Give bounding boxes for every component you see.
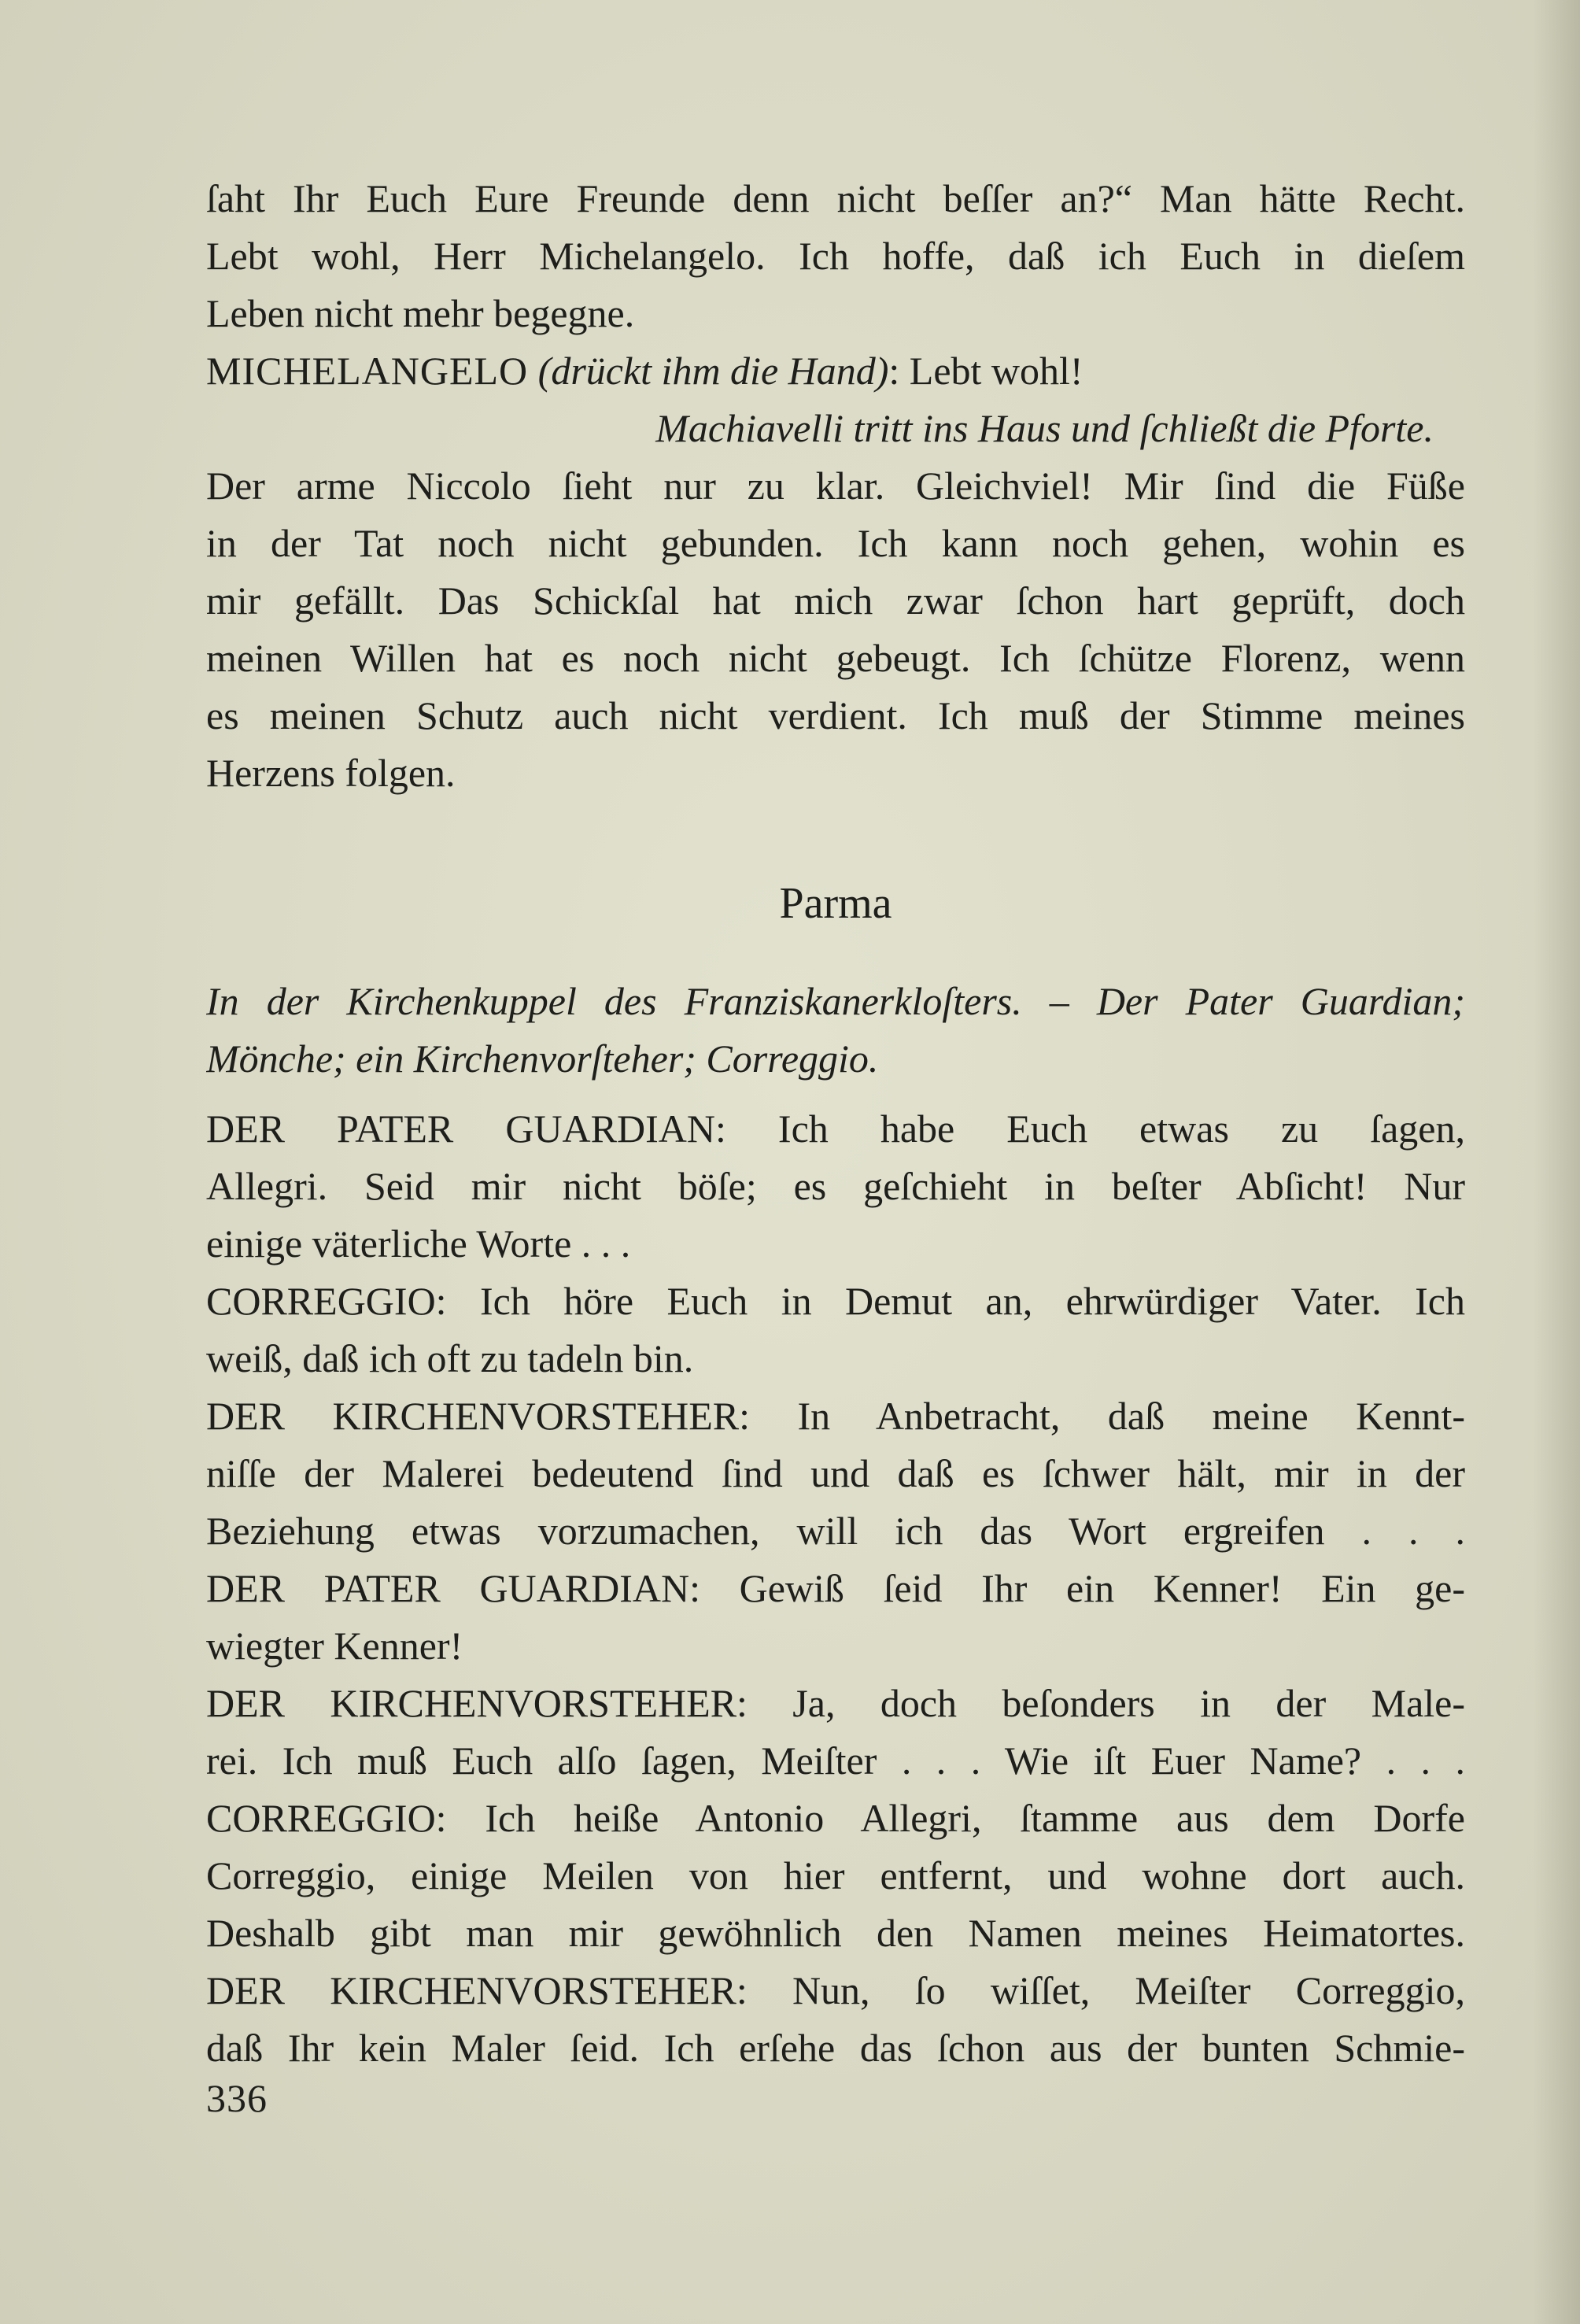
dialogue-line: DER KIRCHENVORSTEHER: Ja, doch beſonders in der Male- (206, 1681, 1465, 1725)
text-line: meinen Willen hat es noch nicht gebeugt. Ich ſchütze Florenz, wenn (206, 636, 1465, 680)
dialogue-line: DER KIRCHENVORSTEHER: In Anbetracht, daß meine Kennt- (206, 1394, 1465, 1438)
page-edge-shadow (1533, 0, 1580, 2324)
scene-direction-line: In der Kirchenkuppel des Franziskanerkloſters. – Der Pater Guardian; (206, 979, 1465, 1023)
speech-text: : Lebt wohl! (888, 349, 1083, 393)
dialogue-line: rei. Ich muß Euch alſo ſagen, Meiſter . . . Wie iſt Euer Name? . . . (206, 1738, 1465, 1783)
text-line: ſaht Ihr Euch Eure Freunde denn nicht beſſer an?“ Man hätte Recht. (206, 176, 1465, 220)
speaker-name: MICHELANGELO (206, 349, 529, 393)
dialogue-line: Allegri. Seid mir nicht böſe; es geſchieht in beſter Abſicht! Nur (206, 1164, 1465, 1208)
dialogue-line: DER PATER GUARDIAN: Gewiß ſeid Ihr ein Kenner! Ein ge- (206, 1566, 1465, 1610)
dialogue-line: Beziehung etwas vorzumachen, will ich das Wort ergreifen . . . (206, 1509, 1465, 1553)
dialogue-line: Deshalb gibt man mir gewöhnlich den Namen meines Heimatortes. (206, 1911, 1465, 1955)
dialogue-block (206, 1100, 1465, 2077)
scene-direction-block (206, 973, 1465, 1088)
dialogue-line: niſſe der Malerei bedeutend ſind und daß es ſchwer hält, mir in der (206, 1451, 1465, 1495)
scene-direction-line: Mönche; ein Kirchenvorſteher; Correggio. (206, 1036, 879, 1081)
speaker-line-michelangelo (206, 342, 1465, 400)
stage-direction-inline: (drückt ihm die Hand) (537, 349, 889, 393)
top-text-block (206, 170, 1465, 802)
text-line: mir gefällt. Das Schickſal hat mich zwar ſchon hart geprüft, doch (206, 578, 1465, 623)
dialogue-line: weiß, daß ich oft zu tadeln bin. (206, 1336, 694, 1380)
page-number: 336 (206, 2076, 268, 2120)
dialogue-line: Correggio, einige Meilen von hier entfernt, und wohne dort auch. (206, 1853, 1465, 1897)
dialogue-line: CORREGGIO: Ich heiße Antonio Allegri, ſtamme aus dem Dorfe (206, 1796, 1465, 1840)
text-line: Der arme Niccolo ſieht nur zu klar. Gleichviel! Mir ſind die Füße (206, 464, 1465, 508)
text-line: es meinen Schutz auch nicht verdient. Ich muß der Stimme meines (206, 693, 1465, 737)
text-line: Leben nicht mehr begegne. (206, 291, 635, 335)
section-heading: Parma (779, 879, 892, 928)
dialogue-line: wiegter Kenner! (206, 1624, 463, 1668)
dialogue-line: DER PATER GUARDIAN: Ich habe Euch etwas zu ſagen, (206, 1107, 1465, 1151)
text-line: Herzens folgen. (206, 751, 456, 795)
text-line: Lebt wohl, Herr Michelangelo. Ich hoffe, daß ich Euch in dieſem (206, 234, 1465, 278)
dialogue-line: DER KIRCHENVORSTEHER: Nun, ſo wiſſet, Meiſter Correggio, (206, 1968, 1465, 2012)
stage-direction: Machiavelli tritt ins Haus und ſchließt die Pforte. (655, 406, 1434, 450)
dialogue-line: daß Ihr kein Maler ſeid. Ich erſehe das ſchon aus der bunten Schmie- (206, 2026, 1465, 2070)
text-line: in der Tat noch nicht gebunden. Ich kann noch gehen, wohin es (206, 521, 1465, 565)
dialogue-line: CORREGGIO: Ich höre Euch in Demut an, ehrwürdiger Vater. Ich (206, 1279, 1465, 1323)
dialogue-line: einige väterliche Worte . . . (206, 1221, 631, 1265)
